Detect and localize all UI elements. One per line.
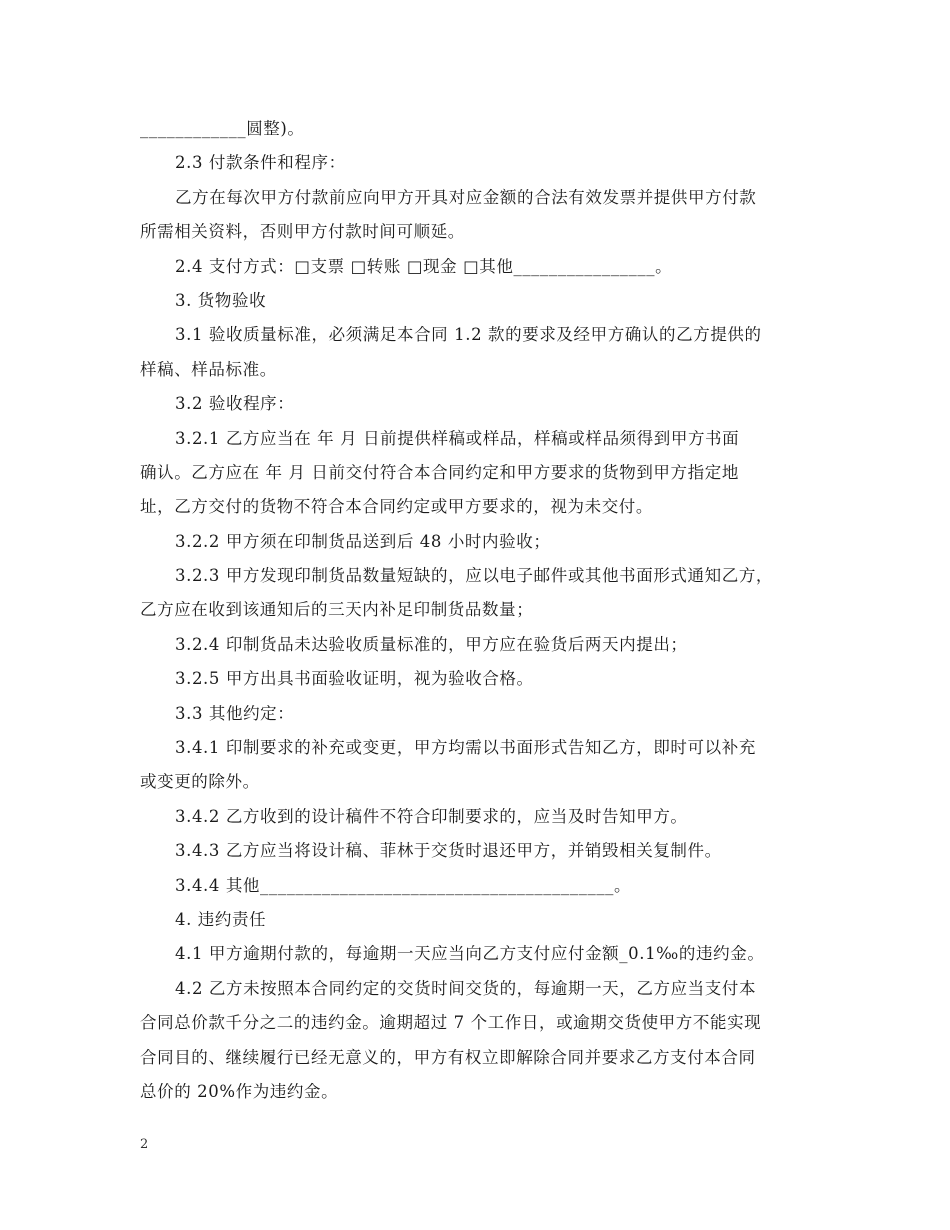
- text-line: 3.2.4 印制货品未达验收质量标准的，甲方应在验货后两天内提出；: [175, 634, 688, 654]
- text-line: 确认。乙方应在 年 月 日前交付符合本合同约定和甲方要求的货物到甲方指定地: [140, 462, 739, 482]
- text-line: 3.3 其他约定：: [175, 703, 295, 723]
- text-line: 2.4 支付方式：□支票 □转账 □现金 □其他________________。: [175, 256, 673, 276]
- text-line: 合同目的、继续履行已经无意义的，甲方有权立即解除合同并要求乙方支付本合同: [140, 1047, 756, 1067]
- text-line: 3.4.1 印制要求的补充或变更，甲方均需以书面形式告知乙方，即时可以补充: [175, 738, 756, 758]
- text-line: 乙方应在收到该通知后的三天内补足印制货品数量；: [140, 600, 534, 620]
- text-line: 3. 货物验收: [175, 290, 267, 310]
- text-line: 4.1 甲方逾期付款的，每逾期一天应当向乙方支付应付金额_0.1‰的违约金。: [175, 944, 765, 964]
- text-line: 3.2.2 甲方须在印制货品送到后 48 小时内验收；: [175, 531, 551, 551]
- text-line: 乙方在每次甲方付款前应向甲方开具对应金额的合法有效发票并提供甲方付款: [175, 187, 757, 207]
- text-line: 3.2.5 甲方出具书面验收证明，视为验收合格。: [175, 669, 534, 689]
- text-line: 所需相关资料，否则甲方付款时间可顺延。: [140, 222, 465, 242]
- text-line: ____________圆整)。: [140, 119, 305, 138]
- text-line: 或变更的除外。: [140, 772, 260, 792]
- text-line: 4.2 乙方未按照本合同约定的交货时间交货的，每逾期一天，乙方应当支付本: [175, 978, 757, 998]
- text-line: 3.1 验收质量标准，必须满足本合同 1.2 款的要求及经甲方确认的乙方提供的: [175, 325, 762, 345]
- text-line: 3.2.1 乙方应当在 年 月 日前提供样稿或样品，样稿或样品须得到甲方书面: [175, 428, 740, 448]
- text-line: 3.4.3 乙方应当将设计稿、菲林于交货时退还甲方，并销毁相关复制件。: [175, 841, 722, 861]
- text-line: 样稿、样品标准。: [140, 359, 277, 379]
- page-number: 2: [140, 1137, 149, 1152]
- document-body: [140, 112, 830, 1109]
- text-line: 3.4.2 乙方收到的设计稿件不符合印制要求的，应当及时告知甲方。: [175, 806, 688, 826]
- text-line: 4. 违约责任: [175, 909, 267, 929]
- text-line: 总价的 20%作为违约金。: [140, 1081, 339, 1101]
- text-line: 2.3 付款条件和程序：: [175, 153, 346, 173]
- text-line: 3.2.3 甲方发现印制货品数量短缺的，应以电子邮件或其他书面形式通知乙方，: [175, 566, 774, 586]
- text-line: 址，乙方交付的货物不符合本合同约定或甲方要求的，视为未交付。: [140, 497, 653, 517]
- text-line: 3.2 验收程序：: [175, 394, 295, 414]
- text-line: 3.4.4 其他________________________________________。: [175, 875, 632, 895]
- text-line: 合同总价款千分之二的违约金。逾期超过 7 个工作日，或逾期交货使甲方不能实现: [140, 1013, 762, 1033]
